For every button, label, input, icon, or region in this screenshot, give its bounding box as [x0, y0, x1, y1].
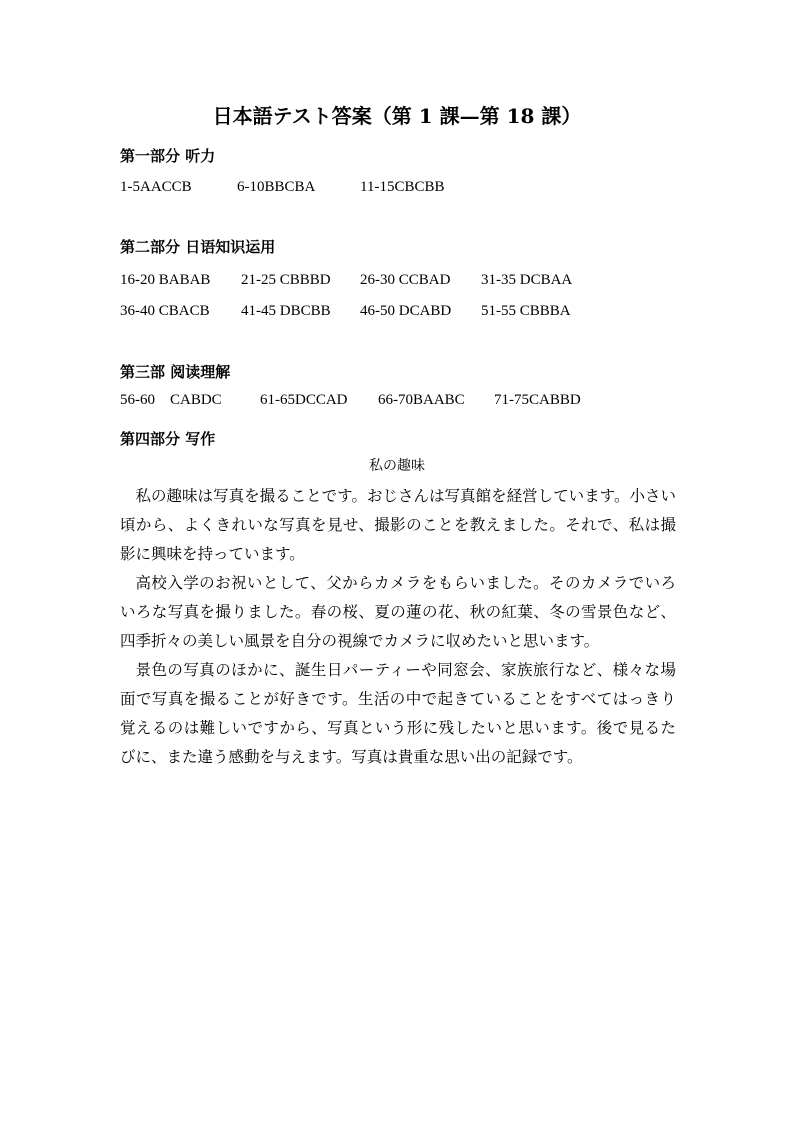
- answer-group: 66-70BAABC: [378, 392, 465, 408]
- answer-group: 21-25 CBBBD: [241, 272, 331, 288]
- answer-group: 61-65DCCAD: [260, 392, 348, 408]
- essay-title: 私の趣味: [369, 458, 425, 474]
- answer-group: 36-40 CBACB: [120, 303, 210, 319]
- answer-group: 1-5AACCB: [120, 179, 192, 195]
- essay-paragraph: 景色の写真のほかに、誕生日パーティーや同窓会、家族旅行など、様々な場面で写真を撮ることが好きです。生活の中で起きていることをすべてはっきり覚えるのは難しいですから、写真という形に残したいと思います。後で見るたびに、また違う感動を与えます。写真は貴重な思い出の記録です。: [120, 661, 676, 766]
- answer-group: 51-55 CBBBA: [481, 303, 571, 319]
- section-heading-language-knowledge: 第二部分 日语知识运用: [120, 238, 276, 256]
- section-heading-reading: 第三部 阅读理解: [120, 363, 231, 381]
- answer-group: 71-75CABBD: [494, 392, 581, 408]
- answer-group: 6-10BBCBA: [237, 179, 316, 195]
- answer-group: 31-35 DCBAA: [481, 272, 573, 288]
- answer-group: 41-45 DBCBB: [241, 303, 331, 319]
- essay-paragraph: 私の趣味は写真を撮ることです。おじさんは写真館を経営しています。小さい頃から、よくきれいな写真を見せ、撮影のことを教えました。それで、私は撮影に興味を持っています。: [120, 487, 676, 563]
- page-title: 日本語テスト答案（第 1 課—第 18 課）: [212, 104, 582, 128]
- essay-body: [120, 482, 676, 772]
- essay-paragraph: 高校入学のお祝いとして、父からカメラをもらいました。そのカメラでいろいろな写真を撮りました。春の桜、夏の蓮の花、秋の紅葉、冬の雪景色など、四季折々の美しい風景を自分の視線でカメラに収めたいと思います。: [120, 574, 676, 650]
- answer-group: 11-15CBCBB: [360, 179, 445, 195]
- section-heading-writing: 第四部分 写作: [120, 430, 216, 448]
- answer-group: 56-60 CABDC: [120, 392, 222, 408]
- answer-group: 26-30 CCBAD: [360, 272, 451, 288]
- section-heading-listening: 第一部分 听力: [120, 147, 216, 165]
- answer-group: 46-50 DCABD: [360, 303, 452, 319]
- answer-group: 16-20 BABAB: [120, 272, 211, 288]
